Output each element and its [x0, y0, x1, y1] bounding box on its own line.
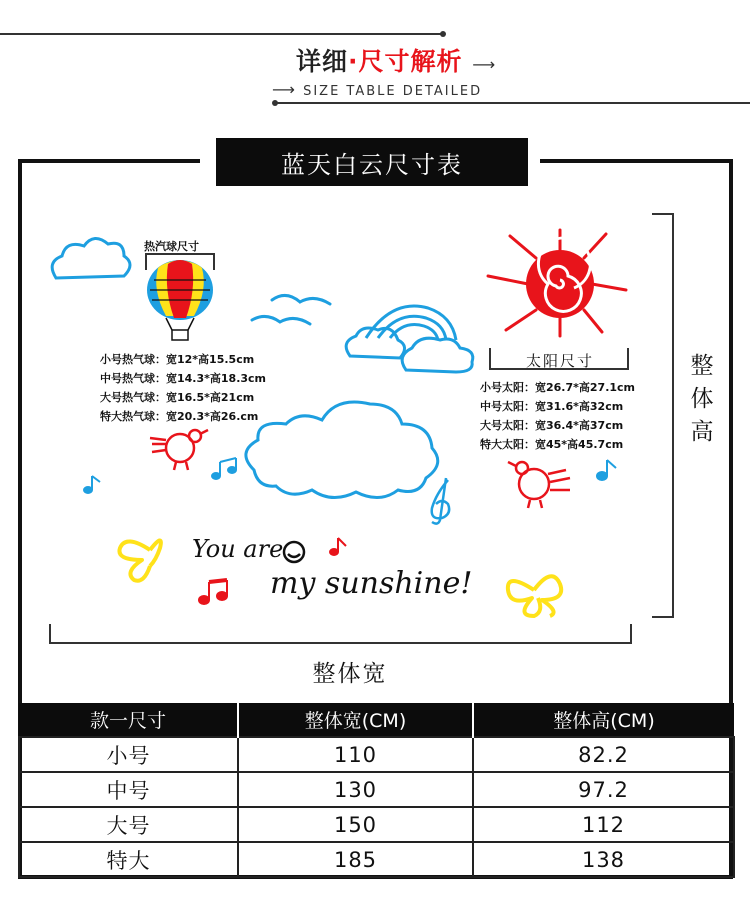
- balloon-size-list: [100, 350, 266, 426]
- title-dot: ·: [348, 47, 359, 76]
- width-dimension-cap: [49, 624, 51, 644]
- cloud-icon: [52, 238, 130, 278]
- sun-icon: [488, 230, 626, 336]
- music-note-icon: [199, 580, 227, 604]
- width-dimension-cap: [630, 624, 632, 644]
- cloud-icon: [402, 338, 473, 372]
- height-dimension-line: [672, 214, 674, 618]
- column-header: 整体宽(CM): [238, 703, 473, 737]
- width-cell: 150: [238, 807, 473, 842]
- column-header: 整体高(CM): [473, 703, 734, 737]
- sun-size-title: 太阳尺寸: [525, 352, 594, 370]
- arrow-right-icon: ⟶: [272, 80, 297, 99]
- music-note-icon: [597, 460, 616, 480]
- hot-air-balloon-icon: [147, 260, 213, 340]
- balloon-size-title: 热汽球尺寸: [144, 240, 199, 253]
- list-item: 大号热气球：宽16.5*高21cm: [100, 391, 255, 404]
- smiley-icon: [284, 542, 304, 562]
- title-part-size: 尺寸解析: [358, 47, 463, 76]
- width-cell: 185: [238, 842, 473, 877]
- music-note-icon: [212, 458, 236, 479]
- butterfly-icon: [119, 540, 160, 580]
- size-table: [18, 703, 735, 878]
- list-item: 小号热气球：宽12*高15.5cm: [100, 353, 255, 366]
- height-cell: 82.2: [473, 737, 734, 772]
- size-cell: 小号: [19, 737, 238, 772]
- cloud-icon: [246, 402, 438, 498]
- arrow-right-icon: ⟶: [472, 55, 497, 74]
- height-cell: 112: [473, 807, 734, 842]
- seagull-icon: [252, 295, 330, 324]
- height-cell: 138: [473, 842, 734, 877]
- height-dimension-cap: [652, 616, 674, 618]
- column-header: 款一尺寸: [19, 703, 238, 737]
- title-part-detail: 详细: [296, 47, 349, 76]
- list-item: 大号太阳：宽36.4*高37cm: [480, 419, 624, 432]
- height-label: 整体高: [690, 353, 714, 445]
- table-row: [19, 772, 734, 807]
- table-row: [19, 807, 734, 842]
- width-dimension-line: [50, 642, 632, 644]
- subtitle-text: SIZE TABLE DETAILED: [303, 84, 483, 99]
- size-cell: 大号: [19, 807, 238, 842]
- size-cell: 中号: [19, 772, 238, 807]
- table-header-row: [19, 703, 734, 737]
- width-cell: 130: [238, 772, 473, 807]
- list-item: 小号太阳：宽26.7*高27.1cm: [480, 381, 636, 394]
- slogan-line-1: You are: [192, 535, 284, 563]
- bird-icon: [150, 430, 208, 470]
- list-item: 中号热气球：宽14.3*高18.3cm: [100, 372, 267, 385]
- width-cell: 110: [238, 737, 473, 772]
- butterfly-icon: [508, 576, 561, 616]
- width-label: 整体宽: [312, 661, 388, 687]
- music-note-icon: [330, 538, 346, 555]
- music-note-icon: [84, 476, 100, 493]
- height-cell: 97.2: [473, 772, 734, 807]
- slogan-line-2: my sunshine!: [270, 566, 473, 601]
- sun-size-list: [480, 378, 635, 454]
- list-item: 中号太阳：宽31.6*高32cm: [480, 400, 624, 413]
- section-tag: 蓝天白云尺寸表: [216, 138, 528, 186]
- table-row: [19, 737, 734, 772]
- height-dimension-cap: [652, 213, 674, 215]
- table-row: [19, 842, 734, 877]
- size-cell: 特大: [19, 842, 238, 877]
- rainbow-icon: [366, 306, 456, 340]
- list-item: 特大太阳：宽45*高45.7cm: [480, 438, 624, 451]
- list-item: 特大热气球：宽20.3*高26.cm: [100, 410, 259, 423]
- bird-icon: [508, 462, 570, 508]
- treble-clef-icon: [432, 478, 449, 524]
